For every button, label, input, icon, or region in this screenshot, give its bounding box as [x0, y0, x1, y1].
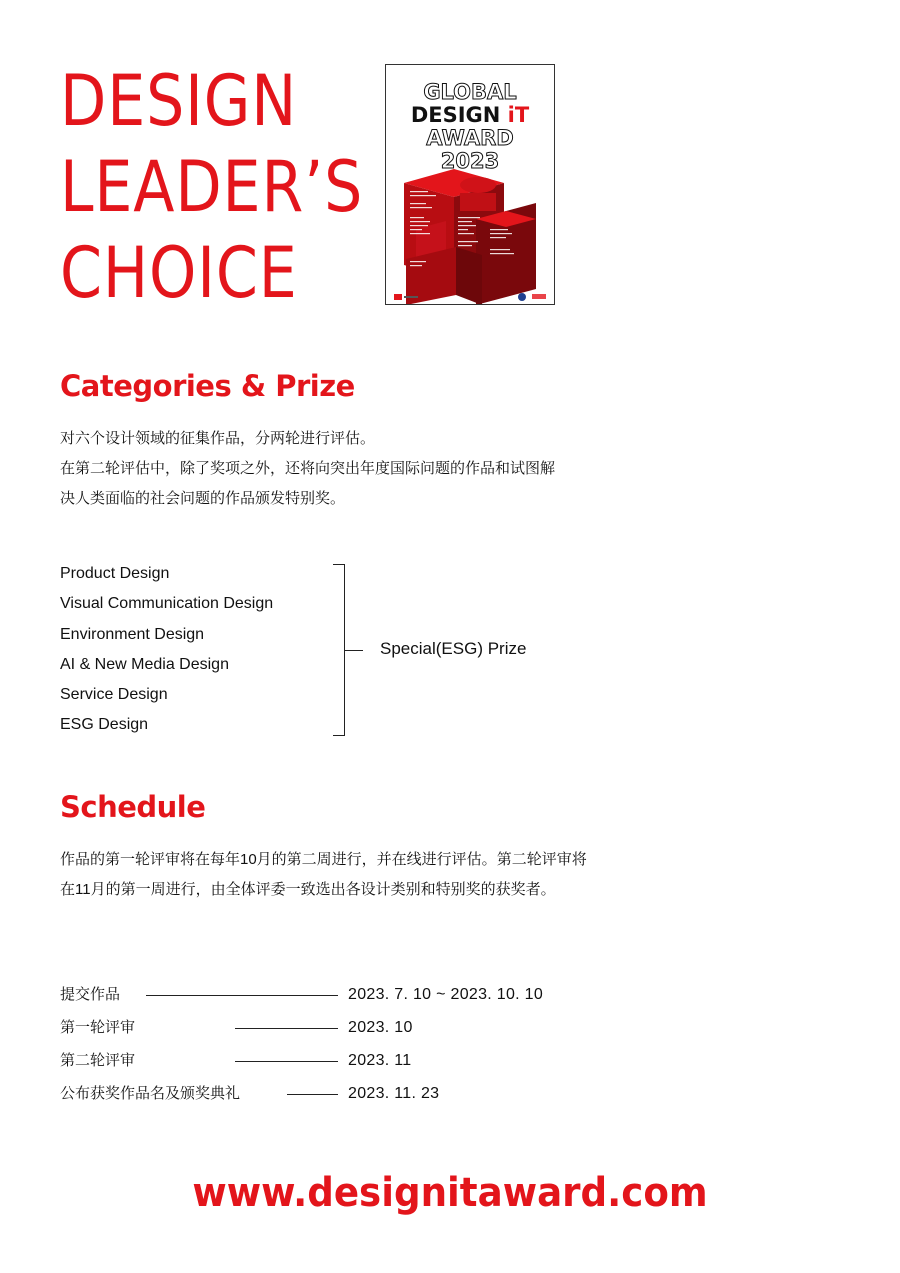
- categories-description-line: 决人类面临的社会问题的作品颁发特别奖。: [60, 490, 346, 507]
- poster-title-line: 2023: [440, 149, 500, 173]
- poster-title-line: AWARD: [426, 126, 514, 150]
- poster-title-line: [386, 104, 554, 127]
- categories-heading: Categories & Prize: [60, 369, 355, 403]
- poster-title-line: GLOBAL: [423, 80, 517, 104]
- category-item: ESG Design: [60, 716, 149, 734]
- schedule-description: [60, 845, 700, 905]
- schedule-row-date: 2023. 11. 23: [348, 1085, 440, 1102]
- schedule-row-label: 提交作品: [60, 986, 121, 1003]
- category-item: Service Design: [60, 686, 168, 704]
- bracket-connector: [345, 650, 363, 651]
- schedule-row: [60, 1050, 660, 1074]
- hero-title-line: LEADER’S: [60, 146, 364, 228]
- categories-description-line: 在第二轮评估中，除了奖项之外，还将向突出年度国际问题的作品和试图解: [60, 460, 556, 477]
- poster-red-blocks-graphic: [386, 169, 554, 305]
- schedule-row: [60, 1017, 660, 1041]
- schedule-row: [60, 984, 660, 1008]
- category-item: Visual Communication Design: [60, 595, 274, 613]
- schedule-row-leader-line: [287, 1094, 338, 1095]
- schedule-row-label: 第二轮评审: [60, 1052, 136, 1069]
- poster-title-it: iT: [507, 103, 530, 127]
- poster-footer-logos: [386, 290, 554, 304]
- categories-description-line: 对六个设计领域的征集作品，分两轮进行评估。: [60, 430, 376, 447]
- schedule-row-date: 2023. 11: [348, 1052, 412, 1069]
- schedule-heading: Schedule: [60, 790, 206, 824]
- poster-title: [386, 81, 554, 173]
- hero-title-line: DESIGN: [60, 60, 298, 142]
- schedule-row-date: 2023. 7. 10 ~ 2023. 10. 10: [348, 986, 544, 1003]
- categories-description: [60, 424, 700, 514]
- schedule-row-leader-line: [235, 1028, 338, 1029]
- category-list: [60, 559, 273, 741]
- poster-title-design: DESIGN: [410, 103, 508, 127]
- website-link[interactable]: www.designitaward.com: [192, 1170, 708, 1216]
- category-bracket: [333, 564, 345, 736]
- hero-title-line: CHOICE: [60, 232, 298, 314]
- schedule-row-label: 第一轮评审: [60, 1019, 136, 1036]
- schedule-row: [60, 1083, 660, 1107]
- schedule-row-date: 2023. 10: [348, 1019, 413, 1036]
- schedule-description-line: 在11月的第一周进行，由全体评委一致选出各设计类别和特别奖的获奖者。: [60, 881, 556, 898]
- schedule-row-leader-line: [146, 995, 338, 996]
- category-item: AI & New Media Design: [60, 655, 229, 673]
- schedule-row-leader-line: [235, 1061, 338, 1062]
- category-item: Product Design: [60, 565, 170, 582]
- hero-title: [60, 58, 364, 316]
- category-item: Environment Design: [60, 625, 205, 643]
- schedule-description-line: 作品的第一轮评审将在每年10月的第二周进行，并在线进行评估。第二轮评审将: [60, 851, 587, 868]
- schedule-row-label: 公布获奖作品名及颁奖典礼: [60, 1085, 241, 1102]
- award-poster: [385, 64, 555, 305]
- special-prize-label: Special(ESG) Prize: [380, 639, 527, 658]
